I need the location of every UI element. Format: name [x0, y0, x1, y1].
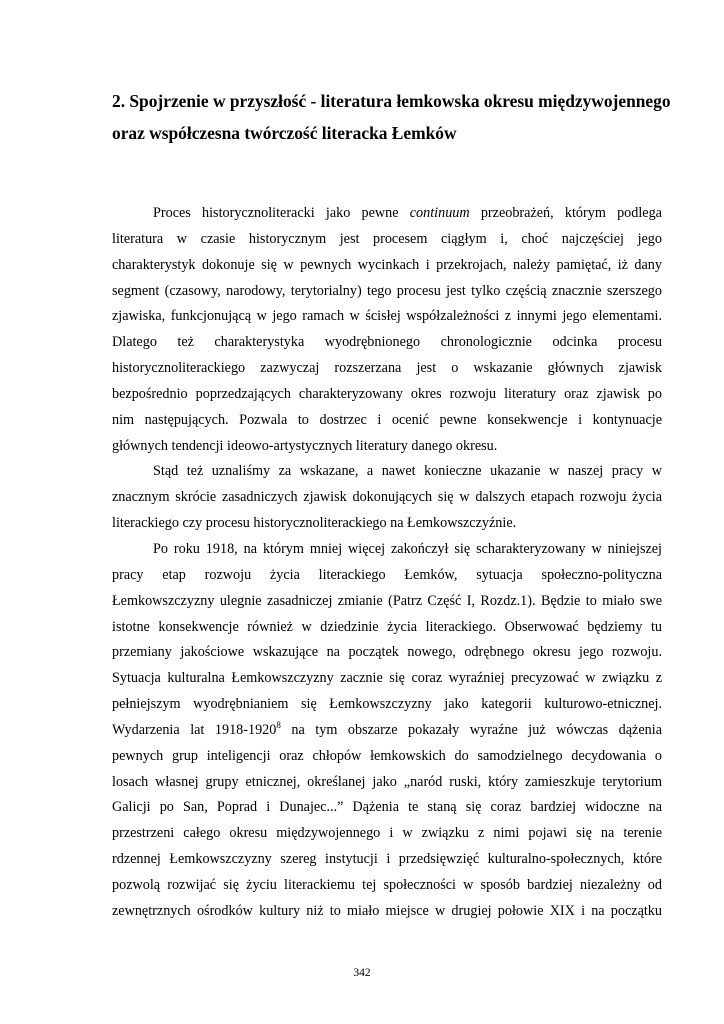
- section-heading-line-1: 2. Spojrzenie w przyszłość - literatura łemkowska okresu międzywojennego: [112, 91, 671, 111]
- paragraph-3-line: przemiany jakościowe wskazujące na początek nowego, odrębnego okresu jego rozwoju.: [112, 644, 662, 661]
- paragraph-1-line: charakterystyk dokonuje się w pewnych wycinkach i przekrojach, należy pamiętać, iż dany: [112, 256, 662, 273]
- paragraph-3-line: pracy etap rozwoju życia literackiego Łemków, sytuacja społeczno-polityczna: [112, 566, 662, 583]
- section-heading-line-2: oraz współczesna twórczość literacka Łemków: [112, 123, 457, 143]
- paragraph-3-line: Galicji po San, Poprad i Dunajec...” Dążenia te staną się coraz bardziej widoczne na: [112, 799, 662, 816]
- paragraph-1-line: zjawiska, funkcjonującą w jego ramach w ścisłej współzależności z innymi jego elementami.: [112, 308, 662, 325]
- paragraph-3-line: losach własnej grupy etnicznej, określanej jako „naród ruski, który zamieszkuje terytorium: [112, 773, 662, 790]
- paragraph-3-line: istotne konsekwencje również w dziedzinie życia literackiego. Obserwować będziemy tu: [112, 618, 662, 635]
- paragraph-2-line: literackiego czy procesu historycznoliterackiego na Łemkowszczyźnie.: [112, 515, 517, 532]
- paragraph-1-line: segment (czasowy, narodowy, terytorialny) tego procesu jest tylko częścią znacznie szerszego: [112, 282, 662, 299]
- text-run: na tym obszarze pokazały wyraźne już wówczas dążenia: [280, 721, 662, 738]
- text-run: Wydarzenia lat 1918-1920: [112, 721, 277, 738]
- paragraph-3-line: zewnętrznych ośrodków kultury niż to miało miejsce w drugiej połowie XIX i na początku: [112, 902, 662, 919]
- paragraph-1-line: literatura w czasie historycznym jest procesem ciągłym i, choć najczęściej jego: [112, 230, 662, 247]
- text-run: przeobrażeń, którym podlega: [469, 205, 662, 221]
- page-number: 342: [353, 967, 371, 979]
- body-text: [112, 201, 662, 925]
- paragraph-2-line: Stąd też uznaliśmy za wskazane, a nawet konieczne ukazanie w naszej pracy w: [153, 463, 662, 480]
- italic-term: continuum: [409, 205, 470, 221]
- paragraph-1-line: głównych tendencji ideowo-artystycznych literatury danego okresu.: [112, 437, 498, 454]
- paragraph-3-line: [112, 718, 662, 744]
- paragraph-1-line: historycznoliterackiego zazwyczaj rozszerzana jest o wskazanie głównych zjawisk: [112, 360, 662, 377]
- paragraph-3-line: Łemkowszczyzny ulegnie zasadniczej zmianie (Patrz Część I, Rozdz.1). Będzie to miało swe: [112, 592, 662, 609]
- section-heading: [112, 85, 671, 149]
- paragraph-1-line: nim następujących. Pozwala to dostrzec i ocenić pewne konsekwencje i kontynuacje: [112, 411, 662, 428]
- paragraph-1-line: Dlatego też charakterystyka wyodrębnionego chronologicznie odcinka procesu: [112, 334, 662, 351]
- paragraph-3-line: pewnych grup inteligencji oraz chłopów łemkowskich do samodzielnego decydowania o: [112, 747, 662, 764]
- footnote-marker[interactable]: 8: [276, 719, 281, 730]
- paragraph-3-line: rdzennej Łemkowszczyzny szereg instytucji i przedsięwzięć kulturalno-społecznych, które: [112, 851, 662, 868]
- paragraph-3-line: przestrzeni całego okresu międzywojennego i w związku z nimi pojawi się na terenie: [112, 825, 662, 842]
- paragraph-3-line: pozwolą rozwijać się życiu literackiemu tej społeczności w sposób bardziej niezależny od: [112, 876, 662, 893]
- paragraph-2-line: znacznym skrócie zasadniczych zjawisk dokonujących się w dalszych etapach rozwoju życia: [112, 489, 662, 506]
- paragraph-1-line: [112, 201, 662, 227]
- paragraph-3-line: pełniejszym wyodrębnianiem się Łemkowszczyzny jako kategorii kulturowo-etnicznej.: [112, 696, 662, 713]
- paragraph-3-line: Po roku 1918, na którym mniej więcej zakończył się scharakteryzowany w niniejszej: [153, 540, 662, 557]
- paragraph-1-line: bezpośrednio poprzedzających charakteryzowany okres rozwoju literatury oraz zjawisk po: [112, 385, 662, 402]
- text-run: Proces historycznoliteracki jako pewne: [153, 205, 410, 221]
- paragraph-3-line: Sytuacja kulturalna Łemkowszczyzny zacznie się coraz wyraźniej precyzować w związku z: [112, 670, 662, 687]
